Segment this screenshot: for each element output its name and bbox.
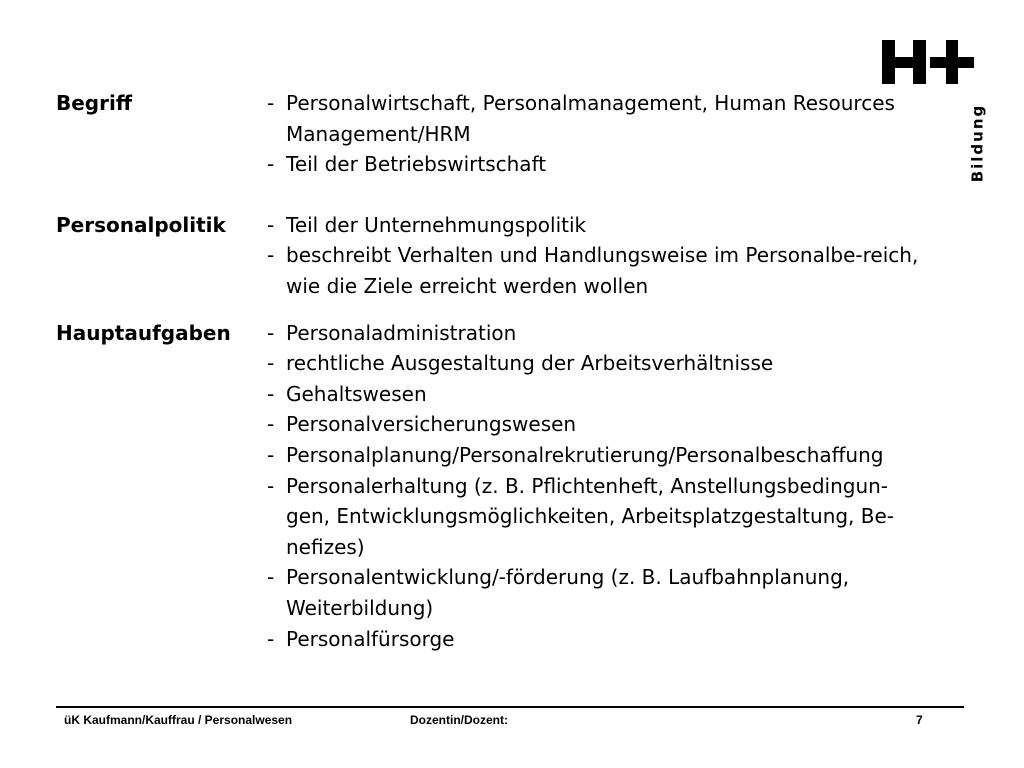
term-items xyxy=(262,88,926,180)
list-item: - Teil der Betriebswirtschaft xyxy=(262,149,926,180)
footer-course-title: üK Kaufmann/Kauffrau / Personalwesen xyxy=(64,713,293,727)
list-item: - Personalplanung/Personalrekrutierung/Personalbeschaffung xyxy=(262,440,926,471)
section-hauptaufgaben xyxy=(56,318,926,655)
term-label: Begriff xyxy=(56,91,133,115)
list-item: - rechtliche Ausgestaltung der Arbeitsverhältnisse xyxy=(262,348,926,379)
term-label: Hauptaufgaben xyxy=(56,320,231,345)
term-items xyxy=(262,318,926,655)
footer-lecturer-label: Dozentin/Dozent: xyxy=(410,713,508,727)
list-item: - Gehaltswesen xyxy=(262,379,926,410)
term-label: Personalpolitik xyxy=(56,212,226,237)
list-item: - Personalfürsorge xyxy=(262,624,926,655)
list-item: - Personalwirtschaft, Personalmanagement, Human Resources Management/HRM xyxy=(262,88,926,149)
term-items xyxy=(262,210,926,302)
footer-divider xyxy=(56,706,964,708)
section-personalpolitik xyxy=(56,210,926,302)
logo-wordmark: Bildung xyxy=(968,103,987,183)
list-item: - Personalentwicklung/-förderung (z. B. Laufbahnplanung, Weiterbildung) xyxy=(262,562,926,623)
list-item: - Personalversicherungswesen xyxy=(262,409,926,440)
list-item: - Personaladministration xyxy=(262,318,926,349)
hplus-logo-mark xyxy=(882,38,976,86)
list-item: - Personalerhaltung (z. B. Pflichtenheft, Anstellungsbedingun-gen, Entwicklungsmöglichkeiten, Arbeitsplatzgestaltung, Be-nefizes) xyxy=(262,471,926,563)
slide-content xyxy=(56,88,926,654)
list-item: - Teil der Unternehmungspolitik xyxy=(262,210,926,241)
list-item: - beschreibt Verhalten und Handlungsweise im Personalbe-reich, wie die Ziele erreicht werden wollen xyxy=(262,240,926,301)
section-begriff xyxy=(56,88,926,180)
page-number: 7 xyxy=(916,713,923,727)
